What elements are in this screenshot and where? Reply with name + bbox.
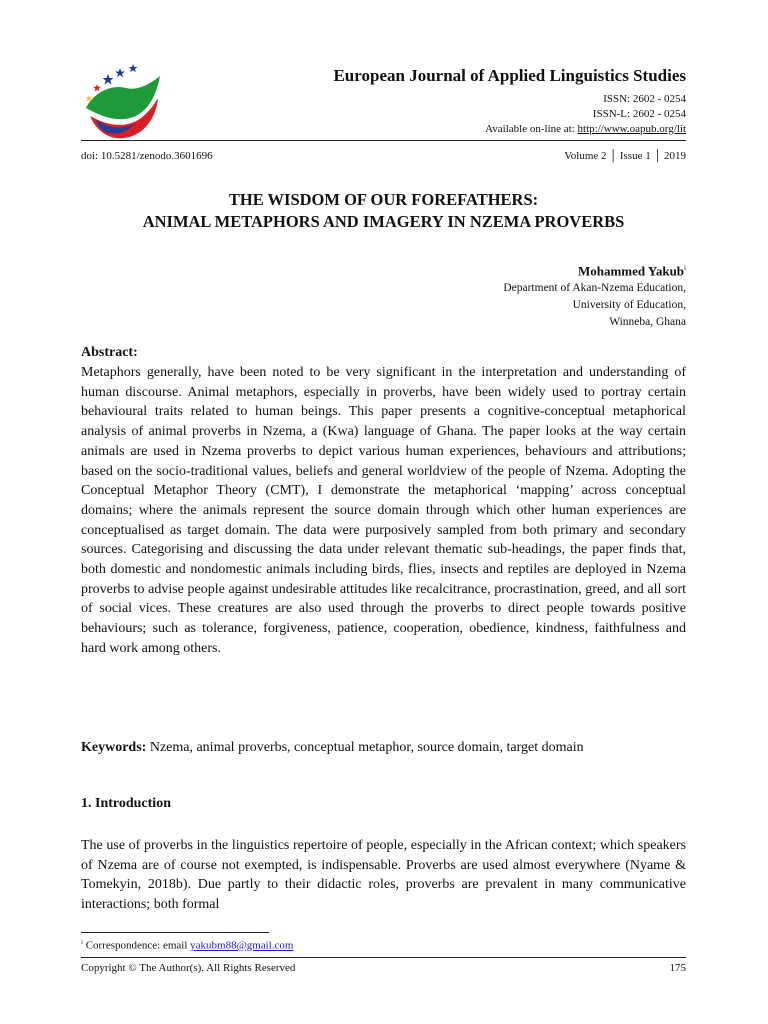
footnote-divider <box>81 932 269 933</box>
footnote <box>81 938 293 952</box>
correspondence-email-link[interactable]: yakubm88@gmail.com <box>190 939 294 952</box>
keywords-text: Nzema, animal proverbs, conceptual metaphor, source domain, target domain <box>149 740 584 755</box>
issn-l: ISSN-L: 2602 - 0254 <box>592 108 686 120</box>
footer-divider <box>81 957 686 958</box>
affiliation-university: University of Education, <box>572 299 686 312</box>
footnote-label: Correspondence: email <box>85 939 188 952</box>
affiliation-department: Department of Akan-Nzema Education, <box>503 282 686 295</box>
journal-header <box>333 66 686 137</box>
journal-title: European Journal of Applied Linguistics Studies <box>333 66 686 85</box>
doi: doi: 10.5281/zenodo.3601696 <box>81 150 213 162</box>
affiliation-location: Winneba, Ghana <box>609 316 686 329</box>
abstract-text: Metaphors generally, have been noted to be very significant in the interpretation and understanding of human discourse. Animal metaphors, especially in proverbs, have been widely used to portray certain behavioural traits related to human beings. This paper presents a cognitive-conceptual metaphorical analysis of animal proverbs in Nzema, a (Kwa) language of Ghana. The paper looks at the way certain animals are used in Nzema proverbs to depict various human experiences, behaviours and attributions; based on the socio-traditional values, beliefs and general worldview of the people of Nzema. Adopting the Conceptual Metaphor Theory (CMT), I demonstrate the metaphorical ‘mapping’ across conceptual domains; where the animals represent the source domain through which other human experiences are conceptualised as target domain. The data were purposively sampled from both primary and secondary sources. Categorising and discussing the data under relevant thematic sub-headings, the paper finds that, both domestic and nondomestic animals including birds, flies, insects and reptiles are deployed in Nzema proverbs to advise people against undesirable attitudes like recalcitrance, procrastination, greed, and all sort of social vices. These creatures are also used through the proverbs to direct people towards positive behaviours; such as tolerance, forgiveness, patience, cooperation, obedience, kindness, faithfulness and hard work among others. <box>81 365 686 656</box>
footnote-mark: i <box>81 938 83 946</box>
section-heading-introduction: 1. Introduction <box>81 796 171 811</box>
available-prefix: Available on-line at: <box>485 123 575 135</box>
article-meta <box>81 150 686 162</box>
header-divider <box>81 140 686 141</box>
page-number: 175 <box>669 962 686 974</box>
issn: ISSN: 2602 - 0254 <box>603 93 686 105</box>
keywords <box>81 738 686 758</box>
paper-title <box>81 189 686 233</box>
page-footer <box>81 962 686 974</box>
journal-url-link[interactable]: http://www.oapub.org/lit <box>577 123 686 135</box>
available-online <box>333 122 686 137</box>
journal-logo <box>80 62 162 142</box>
author-block <box>503 259 686 331</box>
copyright: Copyright © The Author(s). All Rights Reserved <box>81 962 296 974</box>
author-name-text: Mohammed Yakub <box>577 263 685 279</box>
title-line-1: THE WISDOM OF OUR FOREFATHERS: <box>228 190 539 209</box>
introduction-text: The use of proverbs in the linguistics repertoire of people, especially in the African context; which speakers of Nzema are of course not exempted, is indispensable. Proverbs are used almost everywhere (Nyame & Tomekyin, 2018b). Due partly to their didactic roles, proverbs are prevalent in many communicative interactions; both formal <box>81 838 686 913</box>
title-line-2: ANIMAL METAPHORS AND IMAGERY IN NZEMA PROVERBS <box>142 212 625 231</box>
author-name <box>503 259 686 280</box>
author-footnote-mark: i <box>684 264 686 272</box>
keywords-label: Keywords: <box>81 740 147 755</box>
abstract-heading: Abstract: <box>81 345 138 360</box>
volume-issue-year: Volume 2 │ Issue 1 │ 2019 <box>564 150 686 162</box>
